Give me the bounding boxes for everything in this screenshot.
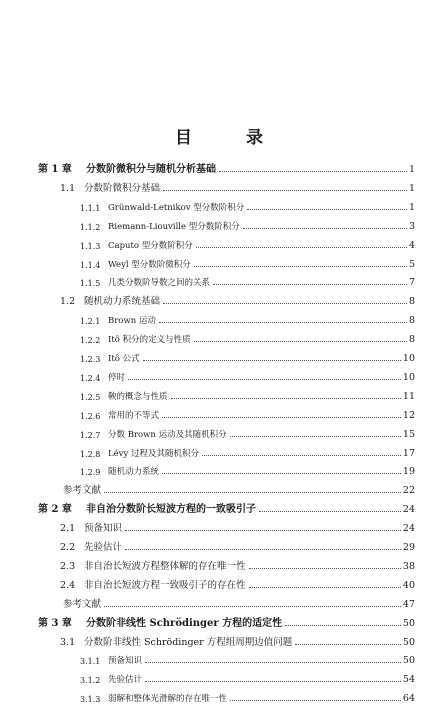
toc-entry[interactable] (0, 308, 438, 326)
toc-entry-page: 3 (408, 220, 415, 232)
toc-entry[interactable] (0, 195, 438, 213)
toc-entry[interactable] (0, 459, 438, 477)
toc-entry[interactable] (0, 630, 438, 648)
toc-entry[interactable] (0, 422, 438, 440)
toc-entry-page: 7 (408, 277, 415, 289)
toc-entry-number: 1.2.1 (80, 317, 101, 327)
toc-dot-leader (163, 303, 407, 304)
toc-entry[interactable] (0, 516, 438, 534)
toc-entry-number: 2.3 (60, 560, 76, 572)
toc-entry-number: 1.1.5 (80, 279, 101, 289)
toc-entry[interactable] (0, 686, 438, 704)
toc-entry-number: 1.2.6 (80, 411, 101, 421)
toc-dot-leader (249, 587, 401, 588)
toc-dot-leader (249, 568, 401, 569)
toc-dot-leader (145, 662, 401, 663)
toc-entry-number: 1.2.2 (80, 336, 101, 346)
toc-entry-number: 第 1 章 (38, 164, 72, 175)
toc-dot-leader (194, 266, 407, 267)
toc-entry-page: 8 (408, 334, 415, 346)
toc-dot-leader (125, 549, 401, 550)
toc-entry[interactable] (0, 573, 438, 591)
toc-entry-page: 17 (402, 447, 415, 459)
toc-dot-leader (196, 247, 407, 248)
toc-entry-title: Itô 积分的定义与性质 (108, 335, 191, 346)
toc-entry-title: 随机动力系统基础 (84, 296, 161, 308)
toc-dot-leader (128, 379, 401, 380)
toc-entry-number: 1.2.3 (80, 355, 101, 364)
toc-dot-leader (125, 530, 401, 531)
toc-dot-leader (243, 228, 407, 229)
toc-dot-leader (194, 341, 407, 342)
toc-dot-leader (230, 700, 401, 701)
toc-dot-leader (219, 171, 407, 172)
toc-entry[interactable] (0, 384, 438, 402)
toc-entry-title: 分数阶微积分基础 (84, 182, 161, 194)
toc-entry[interactable] (0, 478, 438, 496)
toc-dot-leader (213, 284, 407, 285)
toc-entry-title: Itô 公式 (108, 354, 140, 364)
toc-entry-title: 弱解和整体光滑解的存在唯一性 (108, 694, 228, 704)
toc-entry[interactable] (0, 157, 438, 175)
toc-entry-title: 先验估计 (84, 542, 123, 553)
toc-entry-title: Grünwald-Letnikov 型分数阶积分 (108, 202, 245, 213)
toc-entry-title: 非自治长短波方程整体解的存在唯一性 (84, 560, 246, 572)
toc-dot-leader (259, 511, 401, 512)
toc-entry-number: 2.2 (60, 542, 76, 553)
toc-entry-title: 非自治分数阶长短波方程的一致吸引子 (86, 504, 256, 516)
toc-entry-page: 1 (408, 201, 415, 213)
toc-entry-page: 38 (402, 560, 415, 572)
toc-entry-page: 50 (402, 636, 415, 648)
toc-entry-title: 预备知识 (84, 523, 123, 535)
page-title: 目 录 (175, 128, 287, 148)
toc-entry-title: 预备知识 (108, 656, 143, 667)
toc-entry-title: 鞅的概念与性质 (108, 391, 168, 402)
toc-entry[interactable] (0, 289, 438, 307)
toc-entry-page: 50 (402, 617, 415, 629)
toc-entry-title: 分数阶非线性 Schrödinger 方程的适定性 (86, 617, 283, 629)
toc-dot-leader (143, 360, 401, 361)
toc-entry[interactable] (0, 176, 438, 194)
toc-entry-page: 40 (402, 579, 415, 591)
toc-entry-page: 8 (408, 296, 415, 308)
toc-entry[interactable] (0, 554, 438, 572)
toc-entry[interactable] (0, 535, 438, 553)
toc-entry-title: Caputo 型分数阶积分 (108, 240, 193, 251)
toc-entry-number: 3.1.2 (80, 676, 101, 686)
toc-entry[interactable] (0, 441, 438, 459)
toc-entry-page: 5 (408, 258, 415, 270)
toc-entry-number: 3.1 (60, 636, 76, 648)
toc-entry-number: 1.1.3 (80, 241, 101, 251)
toc-entry-title: 随机动力系统 (108, 467, 160, 478)
toc-dot-leader (247, 209, 407, 210)
toc-dot-leader (162, 417, 401, 418)
toc-entry[interactable] (0, 648, 438, 666)
toc-entry[interactable] (0, 611, 438, 629)
toc-entry[interactable] (0, 233, 438, 251)
toc-entry-title: 常用的不等式 (108, 410, 160, 421)
toc-entry[interactable] (0, 365, 438, 383)
toc-entry-page: 15 (402, 428, 415, 440)
toc-entry[interactable] (0, 252, 438, 270)
toc-entry-page: 24 (402, 523, 415, 535)
toc-entry[interactable] (0, 346, 438, 364)
toc-entry-title: Riemann-Liouville 型分数阶积分 (108, 221, 240, 232)
toc-entry-title: 分数 Brown 运动及其随机积分 (108, 429, 227, 440)
toc-dot-leader (285, 625, 401, 626)
toc-entry[interactable] (0, 327, 438, 345)
toc-entry-title: 停时 (108, 372, 126, 383)
toc-entry-page: 8 (408, 315, 415, 327)
toc-entry-number: 1.1 (60, 182, 76, 194)
toc-entry-number: 1.2.5 (80, 392, 101, 402)
toc-entry-title: 分数阶非线性 Schrödinger 方程组周期边值问题 (84, 636, 293, 648)
toc-entry-number: 1.1.1 (80, 203, 101, 213)
toc-entry-page: 24 (402, 504, 415, 516)
toc-entry-title: 几类分数阶导数之间的关系 (108, 278, 211, 289)
toc-entry-title: 分数阶微积分与随机分析基础 (86, 164, 216, 175)
toc-dot-leader (104, 492, 401, 493)
toc-entry[interactable] (0, 214, 438, 232)
toc-dot-leader (162, 473, 401, 474)
toc-entry-number: 2.1 (60, 523, 76, 535)
toc-dot-leader (163, 190, 407, 191)
toc-entry-page: 64 (402, 693, 415, 704)
toc-entry-number: 1.2.9 (80, 468, 101, 478)
toc-entry-number: 第 3 章 (38, 617, 72, 629)
toc-entry[interactable] (0, 592, 438, 610)
toc-dot-leader (171, 398, 401, 399)
toc-entry-number: 第 2 章 (38, 504, 72, 516)
toc-entry[interactable] (0, 667, 438, 685)
toc-entry-number: 3.1.1 (80, 657, 101, 667)
toc-entry-title: Lévy 过程及其随机积分 (108, 448, 199, 459)
toc-dot-leader (230, 436, 401, 437)
toc-dot-leader (145, 681, 401, 682)
toc-entry-page: 47 (402, 598, 415, 610)
toc-entry-number: 1.2 (60, 296, 76, 308)
toc-entry-title: 参考文献 (63, 485, 102, 497)
toc-dot-leader (159, 322, 407, 323)
toc-dot-leader (202, 455, 401, 456)
toc-entry-page: 1 (408, 182, 415, 194)
toc-entry-number: 1.1.2 (80, 222, 101, 232)
toc-entry-page: 11 (402, 390, 415, 402)
toc-entry-page: 50 (402, 655, 415, 667)
toc-entry-page: 4 (408, 239, 415, 251)
toc-entry-number: 1.1.4 (80, 260, 101, 270)
toc-entry-page: 10 (402, 371, 415, 383)
toc-entry-title: 参考文献 (63, 598, 102, 610)
toc-entry[interactable] (0, 497, 438, 515)
toc-entry-title: Brown 运动 (108, 316, 156, 327)
toc-dot-leader (104, 606, 401, 607)
toc-entry-number: 1.2.8 (80, 449, 101, 459)
toc-entry[interactable] (0, 270, 438, 288)
toc-entry-page: 1 (408, 164, 415, 175)
toc-entry-title: 非自治长短波方程一致吸引子的存在性 (84, 579, 246, 591)
toc-entry-page: 10 (402, 353, 415, 364)
toc-entry[interactable] (0, 403, 438, 421)
toc-entry-number: 3.1.3 (80, 695, 101, 704)
toc-entry-page: 29 (402, 542, 415, 553)
toc-entry-page: 54 (402, 674, 415, 686)
toc-entry-page: 12 (402, 409, 415, 421)
toc-entry-number: 1.2.4 (80, 373, 101, 383)
toc-entry-number: 2.4 (60, 579, 76, 591)
toc-dot-leader (295, 644, 401, 645)
toc-entry-page: 22 (402, 485, 415, 497)
toc-entry-title: Weyl 型分数阶微积分 (108, 259, 191, 270)
toc-entry-number: 1.2.7 (80, 430, 101, 440)
toc-entry-page: 19 (402, 466, 415, 478)
toc-entry-title: 先验估计 (108, 675, 143, 686)
